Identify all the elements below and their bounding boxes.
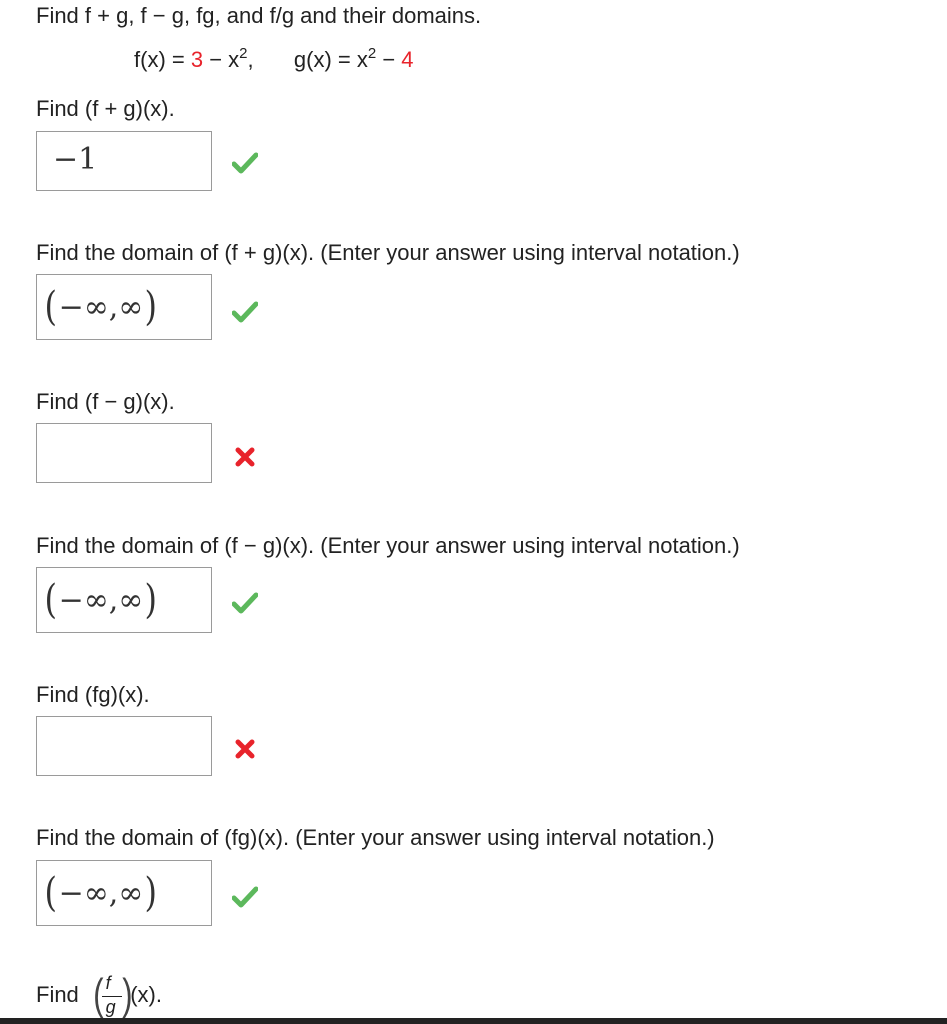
answer-value: (−∞,∞) bbox=[44, 284, 158, 330]
question-label: Find the domain of (fg)(x). (Enter your answer using interval notation.) bbox=[36, 825, 715, 850]
f-definition: $f(x) = 3 - x^2$, bbox=[134, 45, 254, 72]
check-icon bbox=[232, 152, 258, 174]
answer-input-f-minus-g[interactable] bbox=[36, 423, 212, 483]
answer-input-domain-f-plus-g[interactable] bbox=[36, 274, 212, 340]
g-definition: $g(x) = x^2 - 4$ bbox=[293, 45, 414, 72]
answer-value: −1 bbox=[53, 142, 98, 177]
question-label: Find the domain of (f + g)(x). (Enter your answer using interval notation.) bbox=[36, 240, 740, 265]
cross-icon bbox=[232, 738, 258, 760]
check-icon bbox=[232, 301, 258, 323]
answer-input-domain-f-minus-g[interactable] bbox=[36, 567, 212, 633]
fraction-f-over-g: $\frac{f}{g}$ bbox=[100, 973, 124, 1017]
question-label-f-over-g: Find ( $\frac{f}{g}$ )(x). bbox=[36, 970, 162, 1018]
check-icon bbox=[232, 886, 258, 908]
problem-prompt: Find f + g, f − g, fg, and f/g and their domains. bbox=[36, 3, 482, 28]
answer-value: (−∞,∞) bbox=[44, 870, 158, 916]
check-icon bbox=[232, 592, 258, 614]
answer-input-domain-fg[interactable] bbox=[36, 860, 212, 926]
cross-icon bbox=[232, 446, 258, 468]
question-label: Find (f + g)(x). bbox=[36, 96, 175, 121]
answer-input-fg[interactable] bbox=[36, 716, 212, 776]
question-label: Find (f − g)(x). bbox=[36, 389, 175, 414]
bottom-edge-bar bbox=[0, 1018, 947, 1024]
answer-input-f-plus-g[interactable] bbox=[36, 131, 212, 191]
question-label: Find (fg)(x). bbox=[36, 682, 150, 707]
function-definitions bbox=[134, 47, 414, 73]
question-label: Find the domain of (f − g)(x). (Enter your answer using interval notation.) bbox=[36, 533, 740, 558]
answer-value: (−∞,∞) bbox=[44, 577, 158, 623]
